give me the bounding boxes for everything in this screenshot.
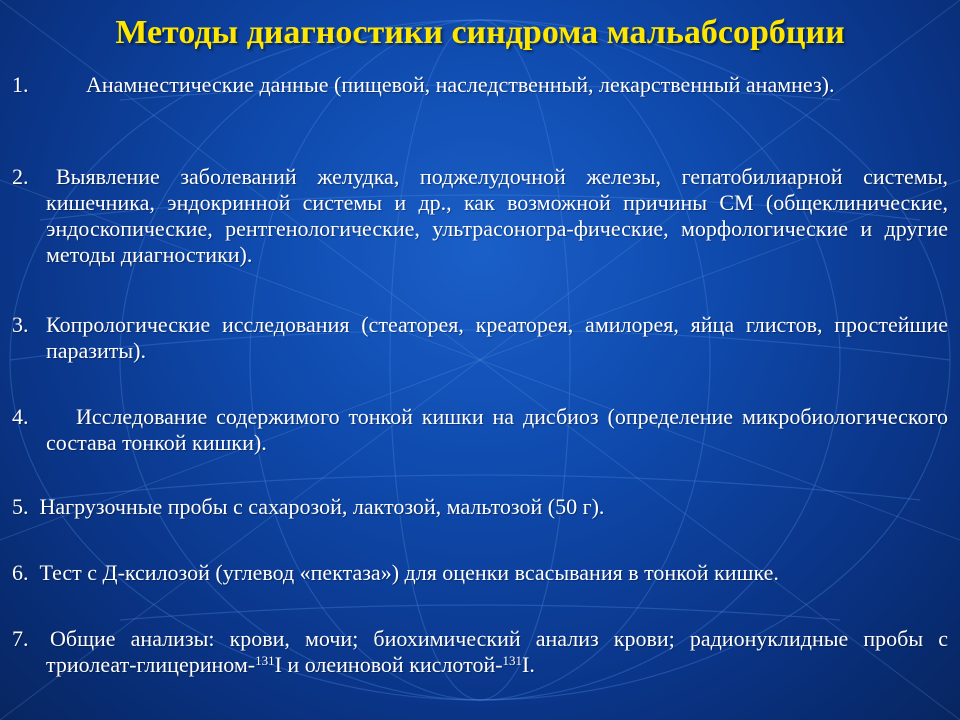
item-number: 7. <box>12 626 29 651</box>
item-text-cont: простейшие паразиты). <box>46 312 948 363</box>
item-text: Анамнестические данные (пищевой, наследственный, лекарственный <box>86 72 741 97</box>
item-number: 4. <box>12 404 29 429</box>
list-item-6 <box>12 560 948 586</box>
list-item-2 <box>12 164 948 268</box>
item-text: Тест с Д-ксилозой (углевод «пектаза») для оценки всасывания в тонкой кишке. <box>39 560 779 585</box>
item-text-cont-a: пробы с триолеат-глицерином- <box>46 626 949 677</box>
item-text: Общие анализы: крови, мочи; биохимический анализ крови; радионуклидные <box>50 626 849 651</box>
list-item-4 <box>12 404 948 456</box>
slide-title: Методы диагностики синдрома мальабсорбции <box>115 14 845 51</box>
list-item-7 <box>12 626 948 678</box>
item-text-cont: анамнез). <box>745 72 835 97</box>
item-text-cont-b: I и олеиновой кислотой- <box>274 652 503 677</box>
item-text: Нагрузочные пробы с сахарозой, лактозой, мальтозой (50 г). <box>39 494 605 519</box>
item-number: 6. <box>12 560 29 585</box>
item-text-cont: микробиологического состава тонкой кишки). <box>46 404 948 455</box>
isotope-superscript: 131 <box>255 653 275 668</box>
item-text-cont: системы, кишечника, эндокринной системы и др., как возможной причины СМ (общеклинические, эндоскопические, рентгенологические, ультрасоногра-фические, морфологические и другие методы диагностики). <box>46 164 948 267</box>
isotope-superscript: 131 <box>502 653 523 668</box>
item-text: Выявление заболеваний желудка, поджелудочной железы, гепатобилиарной <box>56 164 843 189</box>
item-number: 1. <box>12 72 29 97</box>
item-number: 2. <box>12 164 29 189</box>
item-number: 3. <box>12 312 29 337</box>
item-number: 5. <box>12 494 29 519</box>
list-item-5 <box>12 494 948 520</box>
list-item-1 <box>12 72 948 98</box>
item-text: Копрологические исследования (стеаторея, креаторея, амилорея, яйца глистов, <box>46 312 823 337</box>
list-item-3 <box>12 312 948 364</box>
item-text-cont-c: I. <box>522 652 535 677</box>
item-text: Исследование содержимого тонкой кишки на дисбиоз (определение <box>76 404 734 429</box>
